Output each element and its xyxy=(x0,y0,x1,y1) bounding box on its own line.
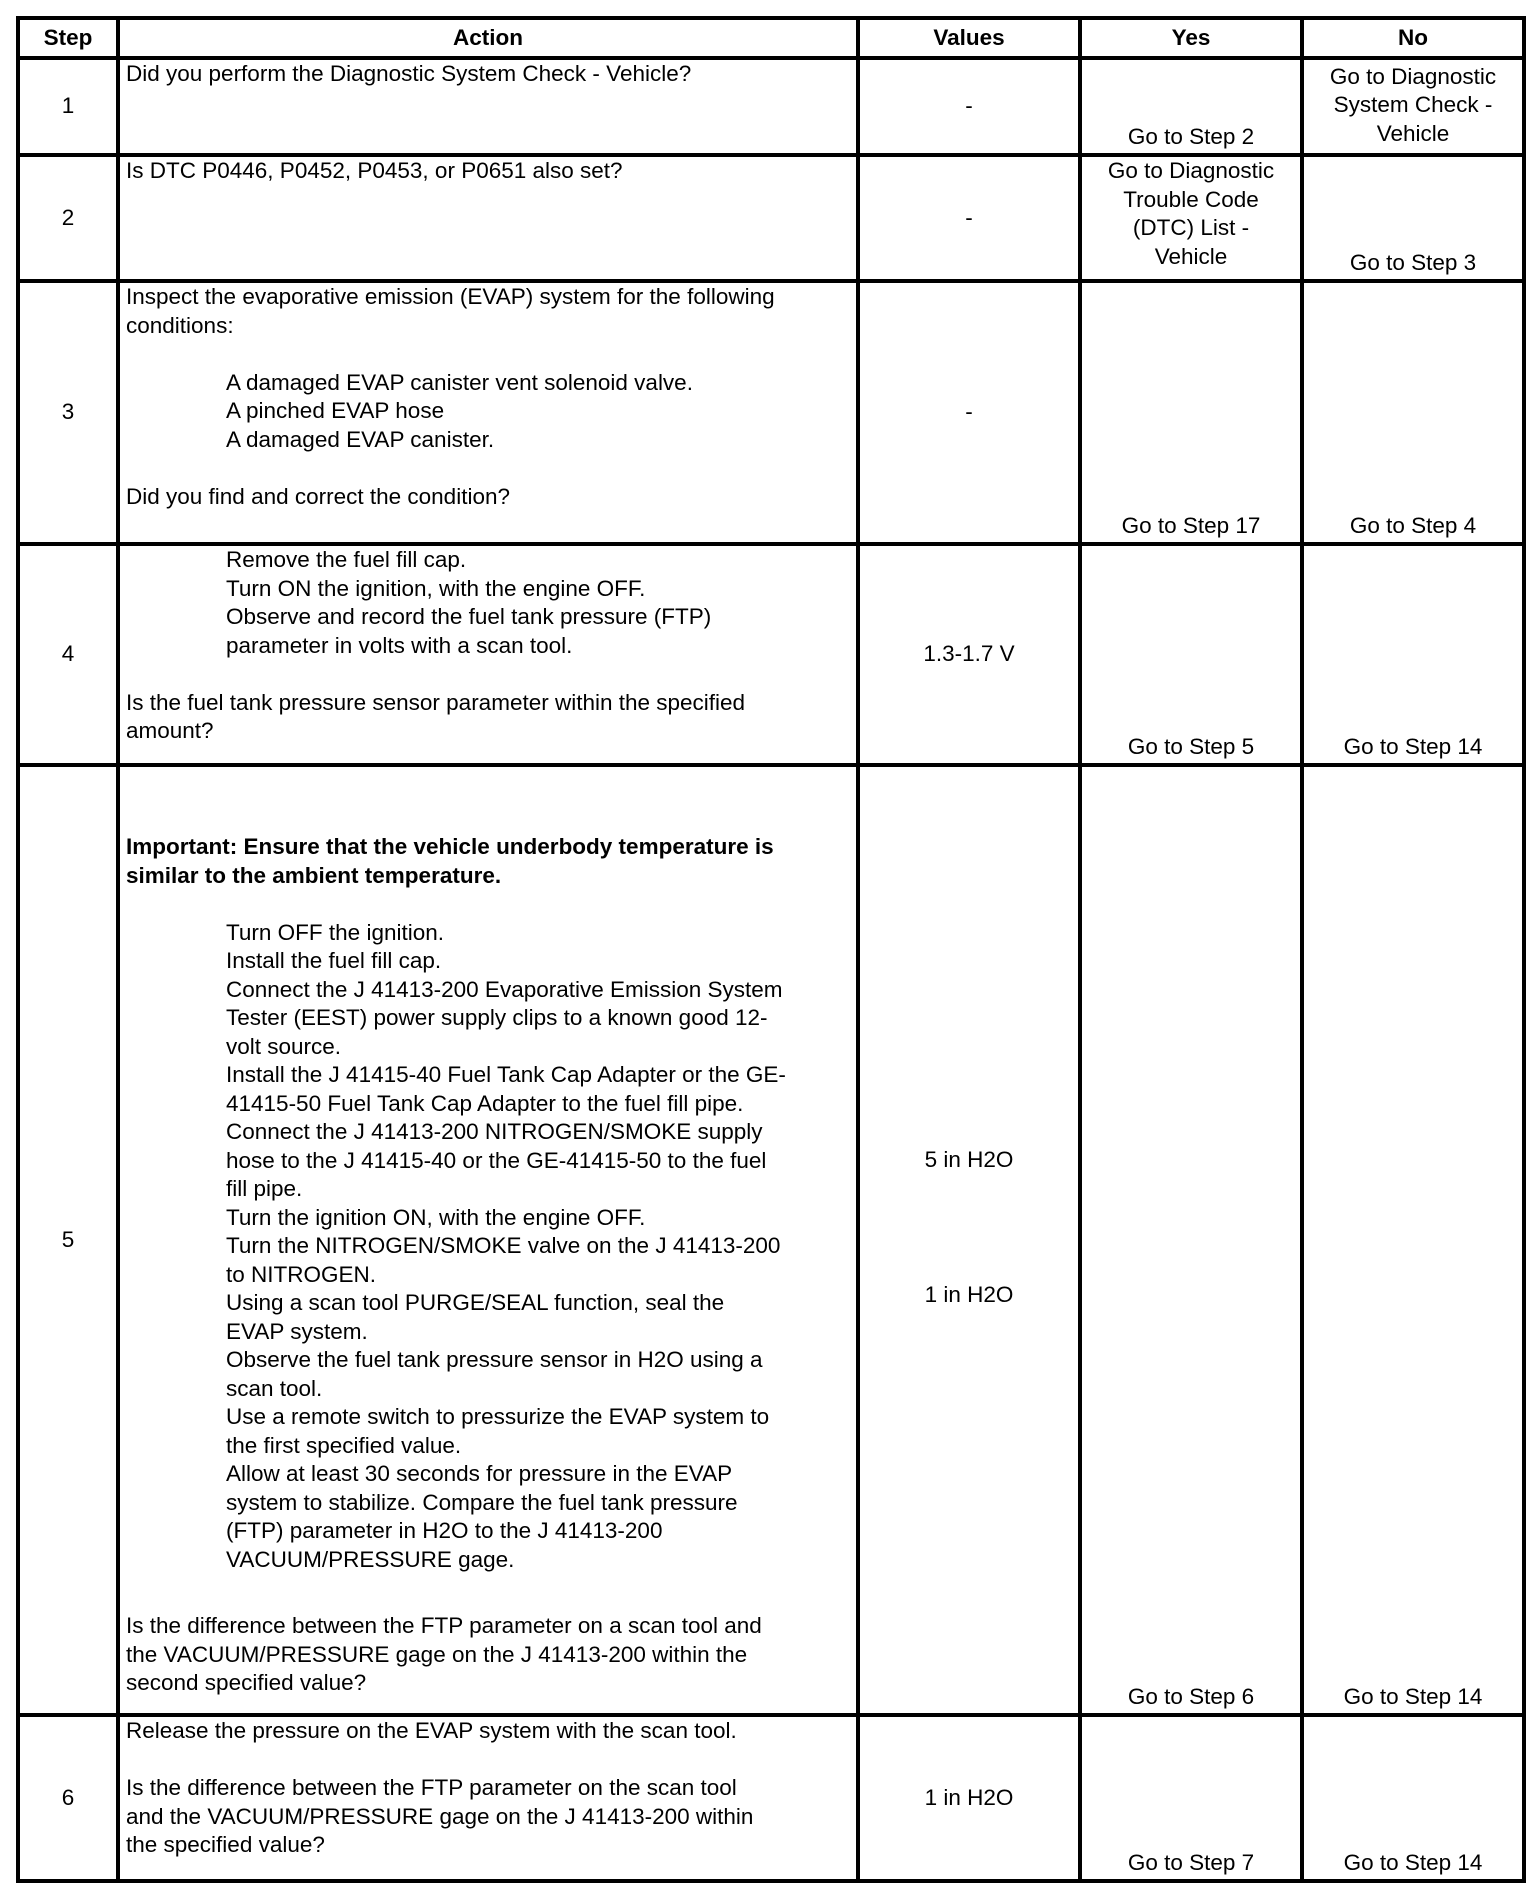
list-item: Using a scan tool PURGE/SEAL function, seal the xyxy=(226,1290,725,1315)
action-cell: Remove the fuel fill cap. Turn ON the ignition, with the engine OFF. Observe and record the fuel tank pressure (FTP) parameter in volts with a scan tool. Is the fuel tank pressure sensor parameter within the specified amount? xyxy=(118,544,858,765)
list-item: A pinched EVAP hose xyxy=(226,398,445,423)
action-question: Is the difference between the FTP parameter on a scan tool and xyxy=(126,1613,762,1638)
action-question: Did you perform the Diagnostic System Check - Vehicle? xyxy=(126,61,692,86)
action-question: Did you find and correct the condition? xyxy=(126,483,510,509)
yes-cell: Go to Step 17 xyxy=(1080,281,1302,544)
list-item: Turn ON the ignition, with the engine OFF. xyxy=(226,575,646,601)
list-item: Turn OFF the ignition. xyxy=(226,919,445,945)
step-number: 3 xyxy=(18,281,118,544)
no-cell: Go to Step 4 xyxy=(1302,281,1524,544)
values-cell: - xyxy=(858,58,1080,155)
step-number: 1 xyxy=(18,58,118,155)
yes-cell: Go to Diagnostic Trouble Code (DTC) List - Vehicle xyxy=(1080,155,1302,281)
values-cell: - xyxy=(858,281,1080,544)
list-item: parameter in volts with a scan tool. xyxy=(226,632,573,658)
step-number: 4 xyxy=(18,544,118,765)
list-item: A damaged EVAP canister. xyxy=(226,426,495,452)
diagnostic-table xyxy=(16,16,1526,1883)
header-no: No xyxy=(1302,18,1524,58)
values-cell xyxy=(858,765,1080,1715)
list-item: Turn the NITROGEN/SMOKE valve on the J 41413-200 xyxy=(226,1233,781,1258)
list-item: A damaged EVAP canister vent solenoid valve. xyxy=(226,369,693,395)
list-item: Connect the J 41413-200 NITROGEN/SMOKE supply xyxy=(226,1119,763,1144)
table-row xyxy=(18,58,1524,155)
value-second: 1 in H2O xyxy=(924,1282,1014,1307)
yes-cell: Go to Step 6 xyxy=(1080,765,1302,1715)
step-number: 6 xyxy=(18,1715,118,1881)
list-item: Observe the fuel tank pressure sensor in H2O using a xyxy=(226,1347,763,1372)
list-item: Turn the ignition ON, with the engine OFF. xyxy=(226,1204,646,1230)
yes-cell: Go to Step 5 xyxy=(1080,544,1302,765)
action-intro: Inspect the evaporative emission (EVAP) system for the following xyxy=(126,284,775,309)
table-row xyxy=(18,281,1524,544)
step-number: 2 xyxy=(18,155,118,281)
list-item: Allow at least 30 seconds for pressure in the EVAP xyxy=(226,1461,733,1486)
values-cell: 1 in H2O xyxy=(858,1715,1080,1881)
action-cell: Release the pressure on the EVAP system with the scan tool. Is the difference between the FTP parameter on the scan tool and the VACUUM/PRESSURE gage on the J 41413-200 within the specified value? xyxy=(118,1715,858,1881)
action-intro: Release the pressure on the EVAP system with the scan tool. xyxy=(126,1718,737,1743)
list-item: Install the fuel fill cap. xyxy=(226,948,442,973)
no-cell: Go to Step 3 xyxy=(1302,155,1524,281)
action-cell: Important: Ensure that the vehicle underbody temperature is similar to the ambient temperature. Turn OFF the ignition. Install the fuel fill cap. Connect the J 41413-200 Evaporative Emission System Tester (EEST) power supply clips to a known good 12- volt source. Install the J 41415-40 Fuel Tank Cap Adapter or the GE- 41415-50 Fuel Tank Cap Adapter to the fuel fill pipe. Connect the J 41413-200 NITROGEN/SMOKE supply hose to the J 41415-40 or the GE-41415-50 to the fuel fill pipe. Turn the ignition ON, with the engine OFF. Turn the NITROGEN/SMOKE valve on the J 41413-200 to NITROGEN. Using a scan tool PURGE/SEAL function, seal the EVAP system. Observe the fuel tank pressure sensor in H2O using a scan tool. Use a remote switch to pressurize the EVAP system to the first specified value. Allow at least 30 seconds for pressure in the EVAP system to stabilize. Compare the fuel tank pressure (FTP) parameter in H2O to the J 41413-200 VACUUM/PRESSURE gage. Is the difference between the FTP parameter on a scan tool and the VACUUM/PRESSURE gage on the J 41413-200 within the second specified value? xyxy=(118,765,858,1715)
table-row xyxy=(18,765,1524,1715)
header-yes: Yes xyxy=(1080,18,1302,58)
action-question: Is the fuel tank pressure sensor parameter within the specified xyxy=(126,689,746,715)
no-cell: Go to Diagnostic System Check - Vehicle xyxy=(1302,58,1524,155)
values-cell: 1.3-1.7 V xyxy=(858,544,1080,765)
action-cell xyxy=(118,155,858,281)
yes-cell: Go to Step 2 xyxy=(1080,58,1302,155)
header-action: Action xyxy=(118,18,858,58)
list-item: Remove the fuel fill cap. xyxy=(226,547,467,572)
list-item: Install the J 41415-40 Fuel Tank Cap Adapter or the GE- xyxy=(226,1062,786,1087)
header-row xyxy=(18,18,1524,58)
action-question: Is the difference between the FTP parameter on the scan tool xyxy=(126,1775,737,1800)
table-row xyxy=(18,1715,1524,1881)
diagnostic-page xyxy=(16,16,1522,1883)
action-question: Is DTC P0446, P0452, P0453, or P0651 also set? xyxy=(126,158,623,183)
table-row xyxy=(18,155,1524,281)
no-cell: Go to Step 14 xyxy=(1302,544,1524,765)
step-number: 5 xyxy=(18,765,118,1715)
header-values: Values xyxy=(858,18,1080,58)
values-cell: - xyxy=(858,155,1080,281)
value-first: 5 in H2O xyxy=(924,1147,1014,1172)
yes-cell: Go to Step 7 xyxy=(1080,1715,1302,1881)
no-cell: Go to Step 14 xyxy=(1302,765,1524,1715)
no-cell: Go to Step 14 xyxy=(1302,1715,1524,1881)
action-cell xyxy=(118,58,858,155)
table-row xyxy=(18,544,1524,765)
action-cell: Inspect the evaporative emission (EVAP) system for the following conditions: A damaged EVAP canister vent solenoid valve. A pinched EVAP hose A damaged EVAP canister. Did you find and correct the condition? xyxy=(118,281,858,544)
list-item: Connect the J 41413-200 Evaporative Emission System xyxy=(226,976,783,1002)
important-note: Important: Ensure that the vehicle underbody temperature is xyxy=(126,834,774,859)
list-item: Observe and record the fuel tank pressure (FTP) xyxy=(226,604,712,629)
header-step: Step xyxy=(18,18,118,58)
list-item: Use a remote switch to pressurize the EVAP system to xyxy=(226,1404,770,1429)
